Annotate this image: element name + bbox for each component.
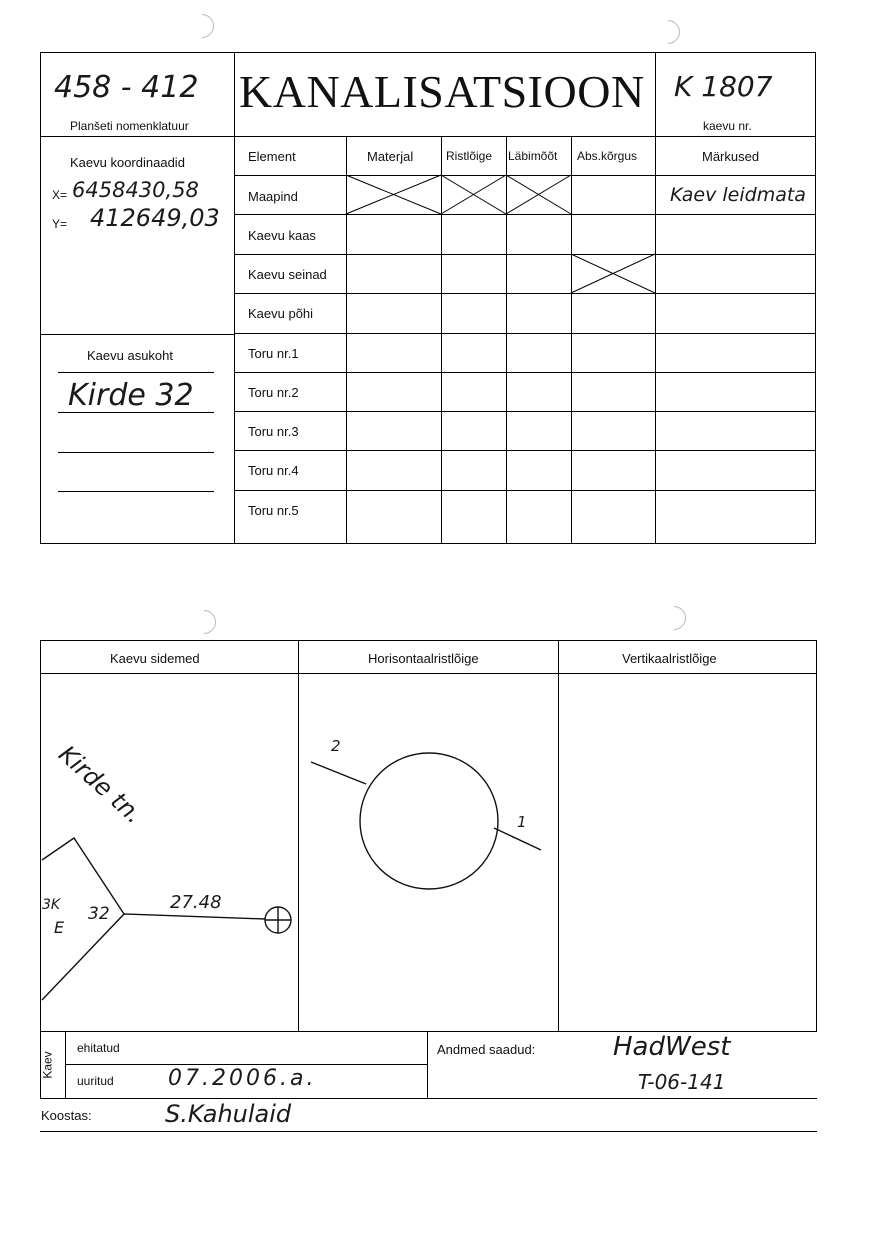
- sketch-house-number: 32: [88, 904, 110, 924]
- x-coordinate-value: 6458430,58: [72, 178, 199, 202]
- andmed-saadud-value: HadWest: [613, 1032, 731, 1062]
- y-prefix: Y=: [52, 217, 68, 231]
- andmed-saadud-label: Andmed saadud:: [437, 1042, 536, 1057]
- column-header-element: Element: [248, 149, 296, 164]
- lower-header-horisontaal: Horisontaalristlõige: [368, 651, 479, 666]
- column-header-markused: Märkused: [702, 149, 760, 164]
- sketch-letter: E: [54, 918, 65, 937]
- punch-hole-mark: [657, 601, 691, 635]
- row-label-toru-4: Toru nr.4: [248, 463, 299, 478]
- column-header-ristloige: Ristlõige: [446, 149, 493, 163]
- location-value: Kirde 32: [68, 378, 194, 413]
- column-header-labimoot: Läbimõõt: [508, 149, 558, 163]
- row-label-toru-1: Toru nr.1: [248, 346, 299, 361]
- sheet-number: 458 - 412: [54, 70, 199, 105]
- sketch-house-side: 3K: [42, 897, 61, 913]
- column-header-abs-korgus: Abs.kõrgus: [577, 149, 638, 163]
- horizontal-section-sketch: [299, 674, 557, 1030]
- well-number-label: kaevu nr.: [703, 119, 752, 133]
- sheet-label: Planšeti nomenklatuur: [70, 119, 189, 133]
- pipe-label-2: 2: [331, 737, 341, 755]
- x-prefix: X=: [52, 188, 68, 202]
- row-label-maapind: Maapind: [248, 189, 298, 204]
- pipe-label-1: 1: [517, 813, 527, 831]
- remark-maapind: Kaev leidmata: [670, 184, 806, 206]
- andmed-reference: T-06-141: [638, 1070, 726, 1094]
- row-label-toru-5: Toru nr.5: [248, 503, 299, 518]
- row-label-kaevu-seinad: Kaevu seinad: [248, 267, 327, 282]
- lower-header-sidemed: Kaevu sidemed: [110, 651, 200, 666]
- uuritud-value: 07.2006.a.: [168, 1066, 317, 1091]
- koostas-signature: S.Kahulaid: [165, 1100, 292, 1128]
- koostas-label: Koostas:: [41, 1108, 92, 1123]
- well-number: K 1807: [674, 70, 773, 103]
- site-sketch: [40, 674, 298, 1030]
- row-label-kaevu-pohi: Kaevu põhi: [248, 306, 314, 321]
- uuritud-label: uuritud: [77, 1074, 114, 1088]
- row-label-kaevu-kaas: Kaevu kaas: [248, 228, 316, 243]
- sketch-street-name: Kirde tn.: [53, 740, 148, 830]
- y-coordinate-value: 412649,03: [90, 204, 220, 232]
- lower-header-vertikaal: Vertikaalristlõige: [622, 651, 717, 666]
- location-label: Kaevu asukoht: [87, 348, 174, 363]
- coordinates-label: Kaevu koordinaadid: [70, 155, 185, 170]
- punch-hole-mark: [187, 605, 221, 639]
- page-title: KANALISATSIOON: [239, 66, 645, 117]
- row-label-toru-2: Toru nr.2: [248, 385, 299, 400]
- ehitatud-label: ehitatud: [77, 1041, 120, 1055]
- row-label-toru-3: Toru nr.3: [248, 424, 299, 439]
- column-header-materjal: Materjal: [367, 149, 414, 164]
- kaev-vertical-label: Kaev: [40, 1051, 55, 1079]
- sketch-distance: 27.48: [170, 892, 222, 913]
